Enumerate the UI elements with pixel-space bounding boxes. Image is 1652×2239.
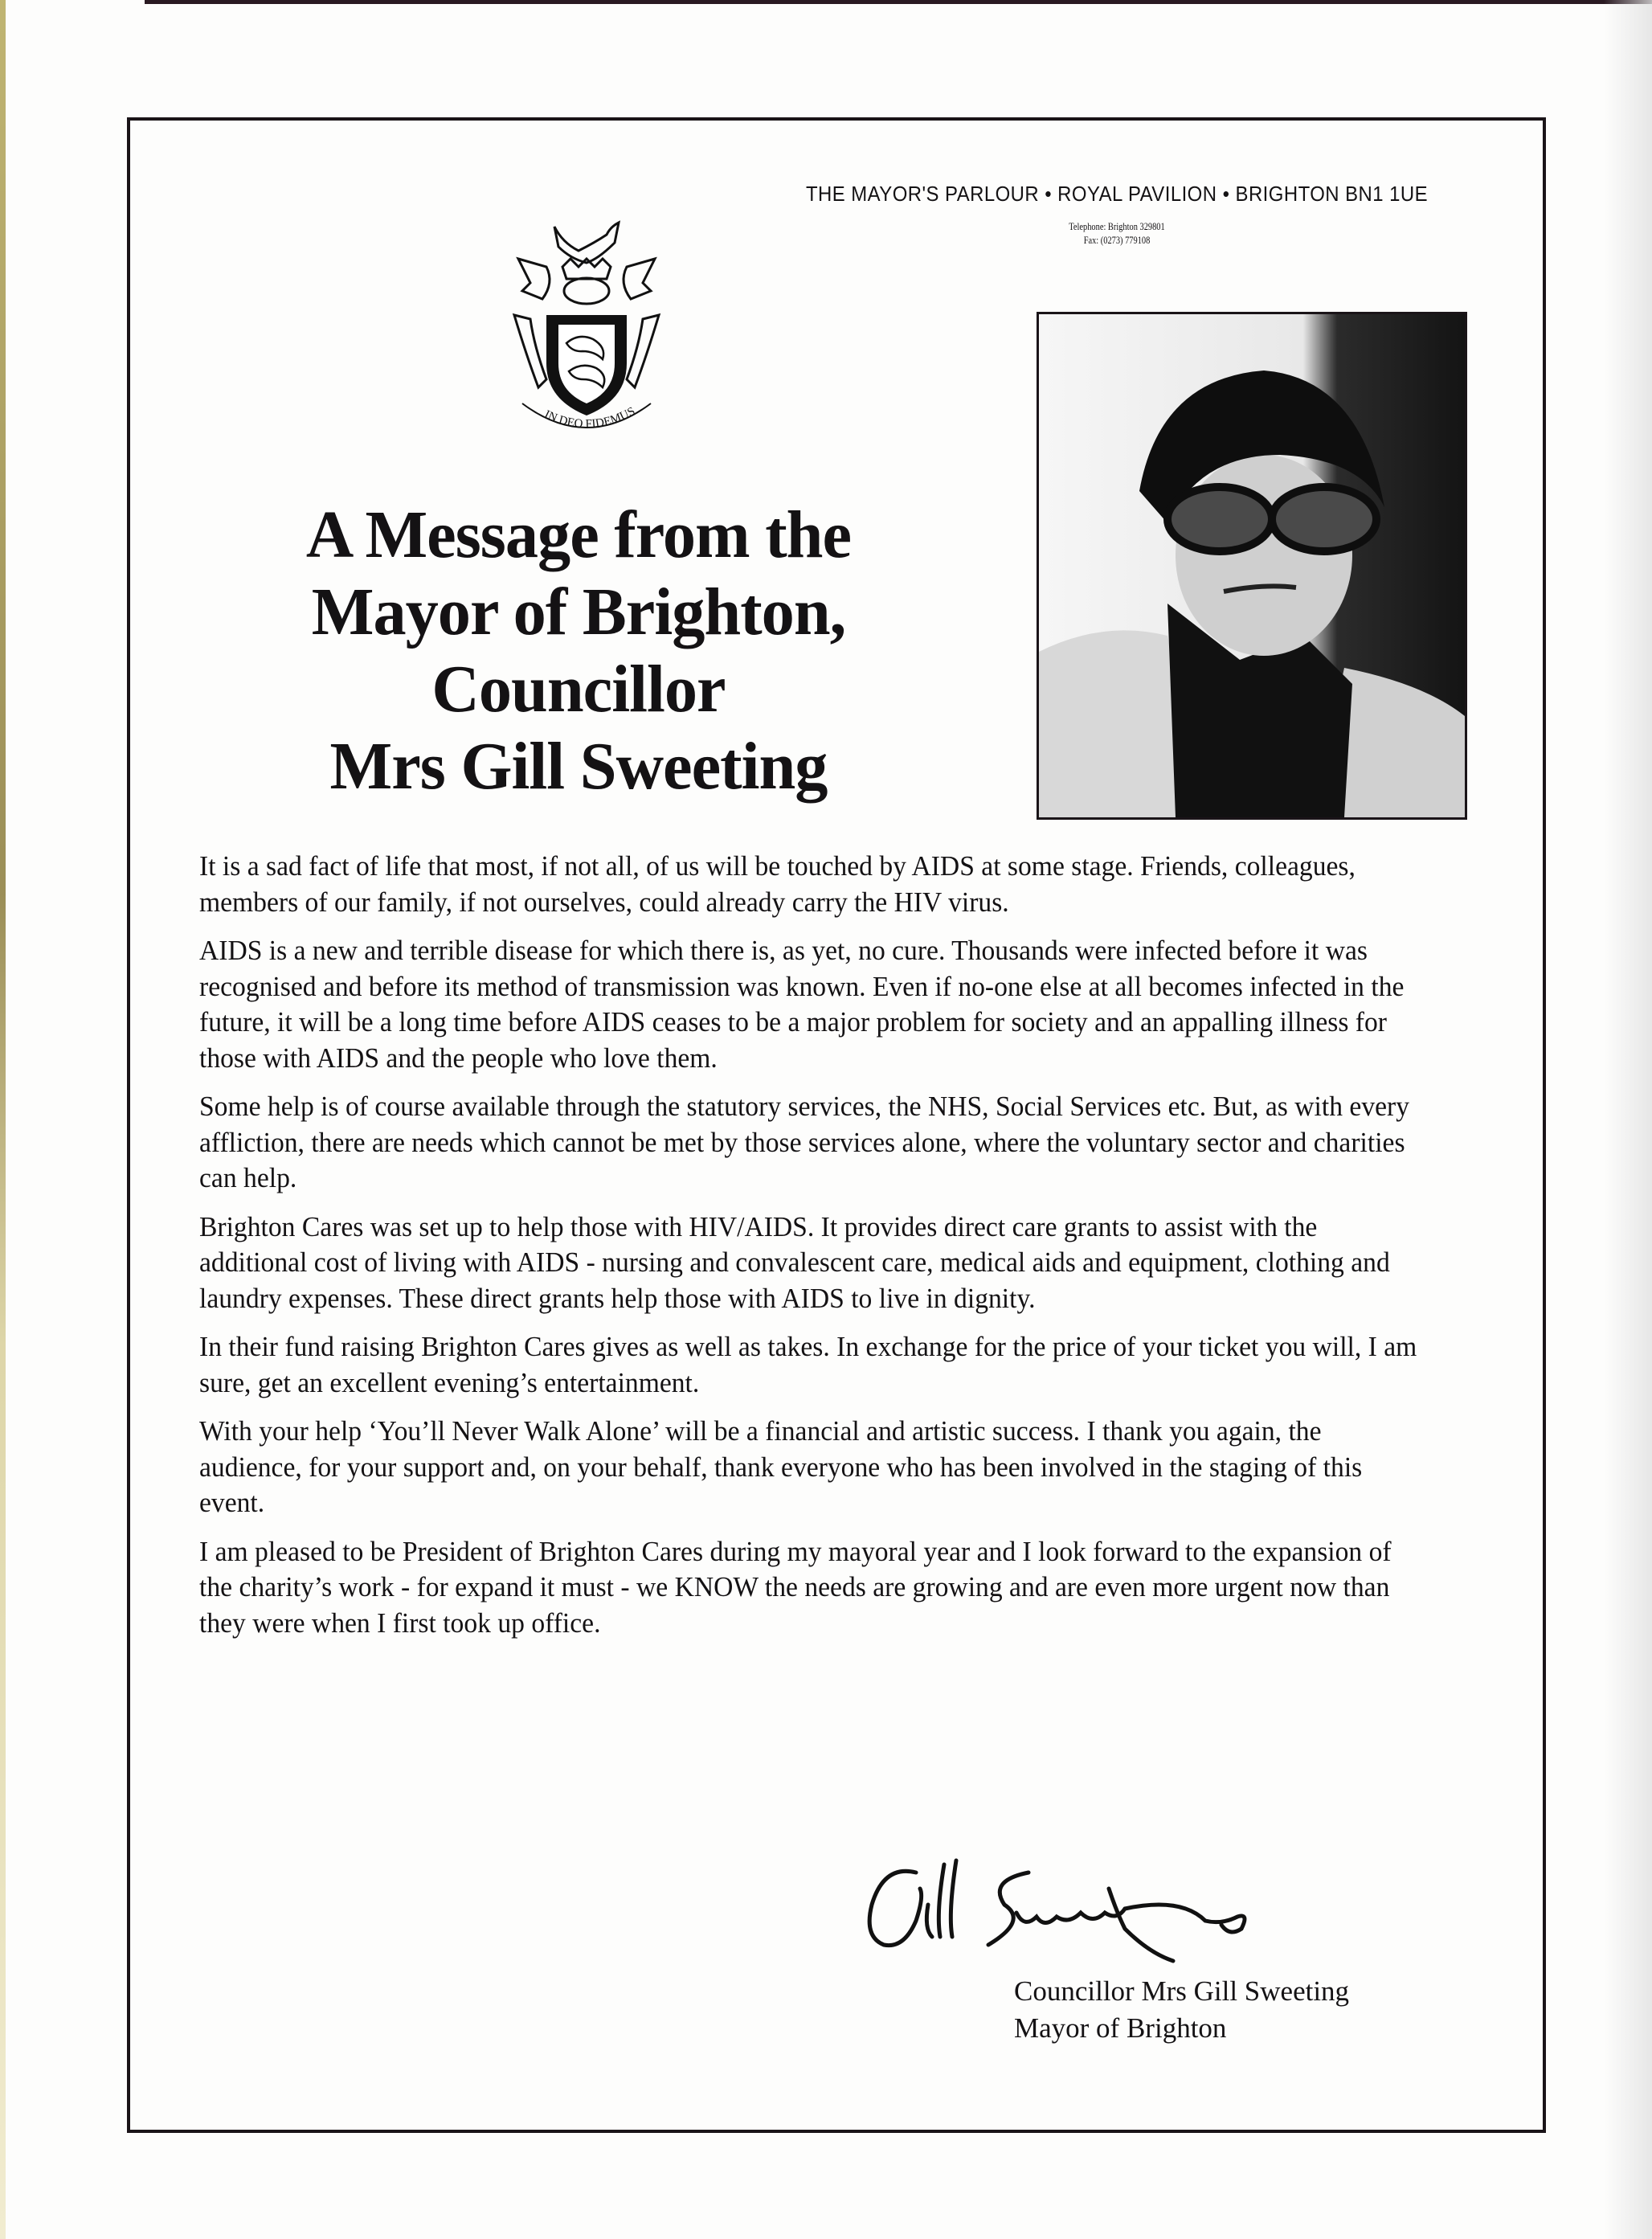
page-shadow xyxy=(1604,0,1652,2239)
title-line: Mrs Gill Sweeting xyxy=(329,729,828,804)
portrait-image xyxy=(1039,314,1465,817)
crest-motto: IN DEO FIDEMUS xyxy=(542,404,638,432)
binding-spine xyxy=(0,0,6,2239)
signoff-role: Mayor of Brighton xyxy=(1014,2012,1227,2044)
message-body xyxy=(199,849,1477,1654)
body-paragraph: Some help is of course available through the statutory services, the NHS, Social Services etc. But, as with every affliction, there are needs which cannot be met by those services alone, where the voluntary sector and charities can help. xyxy=(199,1091,1410,1193)
letterhead-fax: Fax: (0273) 779108 xyxy=(1083,234,1151,246)
coat-of-arms-icon xyxy=(498,211,675,444)
signoff-block xyxy=(1014,1973,1349,2047)
letterhead-telephone: Telephone: Brighton 329801 xyxy=(1069,220,1165,232)
signoff-name: Councillor Mrs Gill Sweeting xyxy=(1014,1975,1350,2007)
body-paragraph: In their fund raising Brighton Cares gives as well as takes. In exchange for the price of your ticket you will, I am sure, get an excellent evening’s entertainment. xyxy=(199,1331,1417,1398)
portrait-glasses-right xyxy=(1272,487,1376,551)
mayor-portrait-photo xyxy=(1037,312,1467,820)
page-top-edge xyxy=(145,0,1652,4)
body-paragraph: AIDS is a new and terrible disease for which there is, as yet, no cure. Thousands were infected before it was recognised and before its method of transmission was known. Even if no-one else at all becomes infected in the future, it will be a long time before AIDS ceases to be a major problem for society and an appalling illness for those with AIDS and the people who love them. xyxy=(199,935,1405,1074)
title-line: Mayor of Brighton, xyxy=(311,575,846,649)
title-line: A Message from the xyxy=(305,497,852,572)
body-paragraph: I am pleased to be President of Brighton Cares during my mayoral year and I look forward to the expansion of the charity’s work - for expand it must - we KNOW the needs are growing and are even more urgent now than they were when I first took up office. xyxy=(199,1535,1392,1639)
portrait-glasses-left xyxy=(1167,487,1272,551)
signature-strokes xyxy=(869,1860,1245,1961)
letterhead xyxy=(755,182,1478,247)
body-paragraph: It is a sad fact of life that most, if not all, of us will be touched by AIDS at some stage. Friends, colleagues, members of our family, if not ourselves, could already carry the HIV virus. xyxy=(199,850,1356,918)
letterhead-address: THE MAYOR'S PARLOUR • ROYAL PAVILION • BRIGHTON BN1 1UE xyxy=(805,182,1429,206)
page-title xyxy=(177,497,980,805)
signature-icon xyxy=(844,1848,1326,1977)
body-paragraph: With your help ‘You’ll Never Walk Alone’ will be a financial and artistic success. I thank you again, the audience, for your support and, on your behalf, thank everyone who has been involved in the staging of this event. xyxy=(199,1415,1363,1518)
title-line: Councillor xyxy=(431,652,726,727)
body-paragraph: Brighton Cares was set up to help those with HIV/AIDS. It provides direct care grants to assist with the additional cost of living with AIDS - nursing and convalescent care, medical aids and equipment, clothing and laundry expenses. These direct grants help those with AIDS to live in dignity. xyxy=(199,1210,1390,1314)
